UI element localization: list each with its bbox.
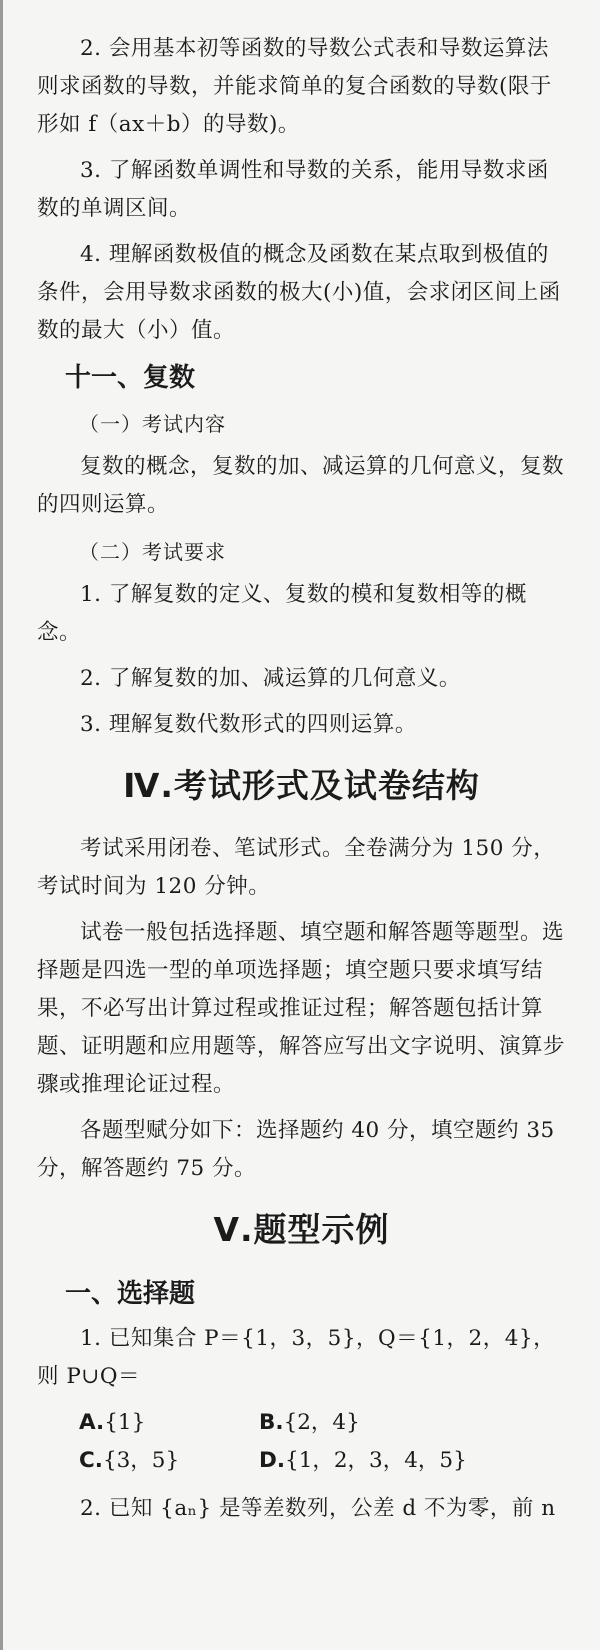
paragraph-requirement-1: 1. 了解复数的定义、复数的模和复数相等的概念。: [37, 582, 527, 645]
option-c: [79, 1442, 259, 1480]
question-1-stem: 1. 已知集合 P＝{1，3，5}，Q＝{1，2，4}，则 P∪Q＝: [37, 1326, 556, 1389]
option-d: [259, 1442, 566, 1480]
option-b-key: B.: [259, 1410, 284, 1435]
paragraph-derivative-rules: 2. 会用基本初等函数的导数公式表和导数运算法则求函数的导数，并能求简单的复合函数的导数(限于形如 f（ax＋b）的导数)。: [37, 36, 552, 137]
section-title-multiple-choice: 一、选择题: [65, 1279, 196, 1309]
option-a-key: A.: [79, 1410, 105, 1435]
paragraph-monotonicity: 3. 了解函数单调性和导数的关系，能用导数求函数的单调区间。: [37, 158, 549, 221]
paragraph-score-distribution: 各题型赋分如下：选择题约 40 分，填空题约 35 分，解答题约 75 分。: [37, 1118, 555, 1181]
option-d-key: D.: [259, 1448, 286, 1473]
option-a: [79, 1404, 259, 1442]
option-d-value: {1，2，3，4，5}: [285, 1448, 467, 1473]
paragraph-exam-format: 考试采用闭卷、笔试形式。全卷满分为 150 分，考试时间为 120 分钟。: [37, 836, 556, 899]
subheading-exam-requirements: （二）考试要求: [79, 540, 226, 564]
option-c-key: C.: [79, 1448, 103, 1473]
paragraph-requirement-3: 3. 理解复数代数形式的四则运算。: [80, 712, 417, 737]
question-1-options: [79, 1404, 566, 1480]
part-title-exam-format: Ⅳ.考试形式及试卷结构: [123, 766, 480, 805]
paragraph-complex-content: 复数的概念，复数的加、减运算的几何意义，复数的四则运算。: [37, 454, 565, 517]
section-title-complex-numbers: 十一、复数: [65, 363, 196, 393]
subheading-exam-content: （一）考试内容: [79, 412, 226, 436]
part-title-question-examples: Ⅴ.题型示例: [213, 1210, 390, 1249]
paragraph-question-types: 试卷一般包括选择题、填空题和解答题等题型。选择题是四选一型的单项选择题；填空题只要求填写结果，不必写出计算过程或推证过程；解答题包括计算题、证明题和应用题等，解答应写出文字说明、演算步骤或推理论证过程。: [37, 920, 566, 1097]
option-b-value: {2，4}: [283, 1410, 360, 1435]
option-a-value: {1}: [104, 1410, 146, 1435]
option-b: [259, 1404, 566, 1442]
option-c-value: {3，5}: [102, 1448, 180, 1473]
paragraph-requirement-2: 2. 了解复数的加、减运算的几何意义。: [80, 666, 461, 691]
paragraph-extremum: 4. 理解函数极值的概念及函数在某点取到极值的条件，会用导数求函数的极大(小)值，会求闭区间上函数的最大（小）值。: [37, 242, 561, 343]
question-2-stem: 2. 已知 {aₙ} 是等差数列，公差 d 不为零，前 n: [80, 1496, 556, 1521]
